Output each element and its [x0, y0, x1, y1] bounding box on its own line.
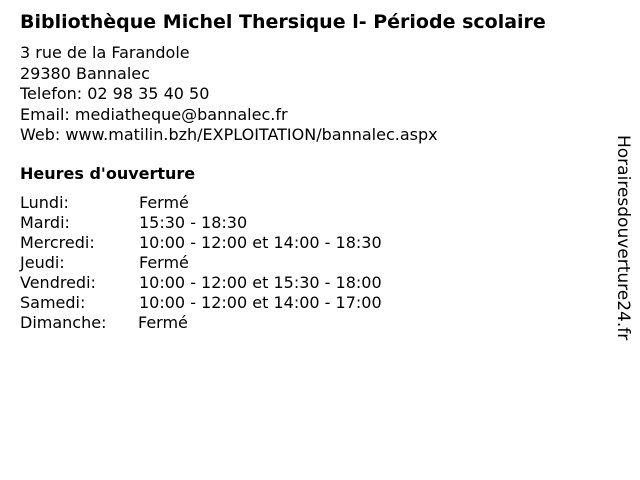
day-label: Lundi:	[20, 193, 69, 212]
hours-heading: Heures d'ouverture	[20, 164, 196, 183]
day-hours: Fermé	[139, 253, 189, 272]
day-label: Mercredi:	[20, 233, 95, 252]
day-hours: 10:00 - 12:00 et 15:30 - 18:00	[139, 273, 382, 292]
watermark-text: Horairesdouverture24.fr	[613, 135, 633, 341]
address-block	[20, 43, 438, 146]
day-label: Mardi:	[20, 213, 70, 232]
address-city: 29380 Bannalec	[20, 63, 150, 83]
day-label: Dimanche:	[20, 313, 107, 332]
address-email: Email: mediatheque@bannalec.fr	[20, 104, 288, 124]
day-hours: 10:00 - 12:00 et 14:00 - 18:30	[139, 233, 382, 252]
address-phone: Telefon: 02 98 35 40 50	[20, 84, 210, 103]
day-hours: 10:00 - 12:00 et 14:00 - 17:00	[139, 293, 382, 312]
day-hours: Fermé	[139, 193, 189, 212]
page-title: Bibliothèque Michel Thersique l- Période scolaire	[20, 11, 546, 33]
day-label: Samedi:	[20, 293, 86, 312]
day-label: Vendredi:	[20, 273, 96, 292]
day-hours: Fermé	[138, 313, 188, 332]
day-label: Jeudi:	[20, 253, 65, 272]
address-web: Web: www.matilin.bzh/EXPLOITATION/bannalec.aspx	[20, 125, 438, 144]
day-hours: 15:30 - 18:30	[139, 213, 248, 232]
address-street: 3 rue de la Farandole	[20, 43, 190, 62]
